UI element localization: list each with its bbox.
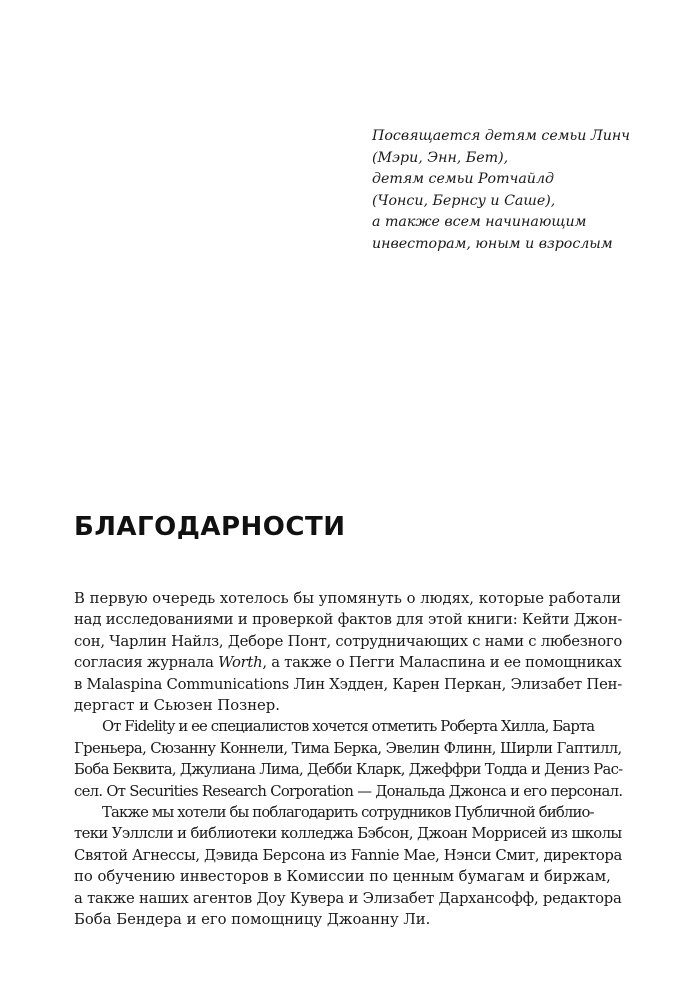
dedication-line: (Чонси, Бернсу и Саше),: [372, 192, 556, 209]
acknowledgements-body: [74, 588, 622, 931]
text-line: Боба Беквита, Джулиана Лима, Дебби Кларк, Джеффри Тодда и Дениз Рас-: [74, 761, 623, 779]
text-line: Также мы хотели бы поблагодарить сотрудников Публичной библио-: [102, 804, 594, 822]
section-heading: БЛАГОДАРНОСТИ: [74, 512, 346, 542]
magazine-title: Worth: [218, 654, 263, 672]
paragraph: [74, 716, 622, 802]
text-line: Боба Бендера и его помощницу Джоанну Ли.: [74, 911, 431, 929]
dedication-line: детям семьи Ротчайлд: [372, 171, 554, 188]
text-segment: , а также о Пегги Маласпина и ее помощниках: [262, 654, 622, 672]
paragraph: [74, 802, 622, 930]
text-line: Греньера, Сюзанну Коннели, Тима Берка, Эвелин Флинн, Ширли Гаптилл,: [74, 739, 622, 757]
text-line: В первую очередь хотелось бы упомянуть о людях, которые работали: [74, 590, 622, 607]
text-line: сел. От Securities Research Corporation — Дональда Джонса и его персонал.: [74, 782, 623, 800]
text-line: в Malaspina Communications Лин Хэдден, Карен Перкан, Элизабет Пен-: [74, 675, 622, 693]
dedication-line: а также всем начинающим: [372, 214, 587, 231]
paragraph: [74, 588, 622, 716]
text-line: а также наших агентов Доу Кувера и Элизабет Дархансофф, редактора: [74, 889, 622, 907]
text-line: сон, Чарлин Найлз, Деборе Понт, сотрудничающих с нами с любезного: [74, 632, 623, 650]
text-line: Святой Агнессы, Дэвида Берсона из Fannie Mae, Нэнси Смит, директора: [74, 846, 622, 864]
text-line: над исследованиями и проверкой фактов для этой книги: Кейти Джон-: [74, 611, 623, 629]
text-line: дергаст и Сьюзен Познер.: [74, 697, 280, 715]
text-segment: согласия журнала: [74, 654, 219, 672]
text-line: теки Уэллсли и библиотеки колледжа Бэбсон, Джоан Моррисей из школы: [74, 825, 622, 843]
text-line: по обучению инвесторов в Комиссии по ценным бумагам и биржам,: [74, 868, 611, 886]
dedication-line: (Мэри, Энн, Бет),: [372, 149, 509, 166]
text-line: [74, 652, 622, 673]
dedication-line: инвесторам, юным и взрослым: [372, 235, 613, 252]
dedication: [372, 126, 672, 256]
dedication-line: Посвящается детям семьи Линч: [372, 128, 631, 144]
text-line: От Fidelity и ее специалистов хочется отметить Роберта Хилла, Барта: [102, 718, 595, 736]
